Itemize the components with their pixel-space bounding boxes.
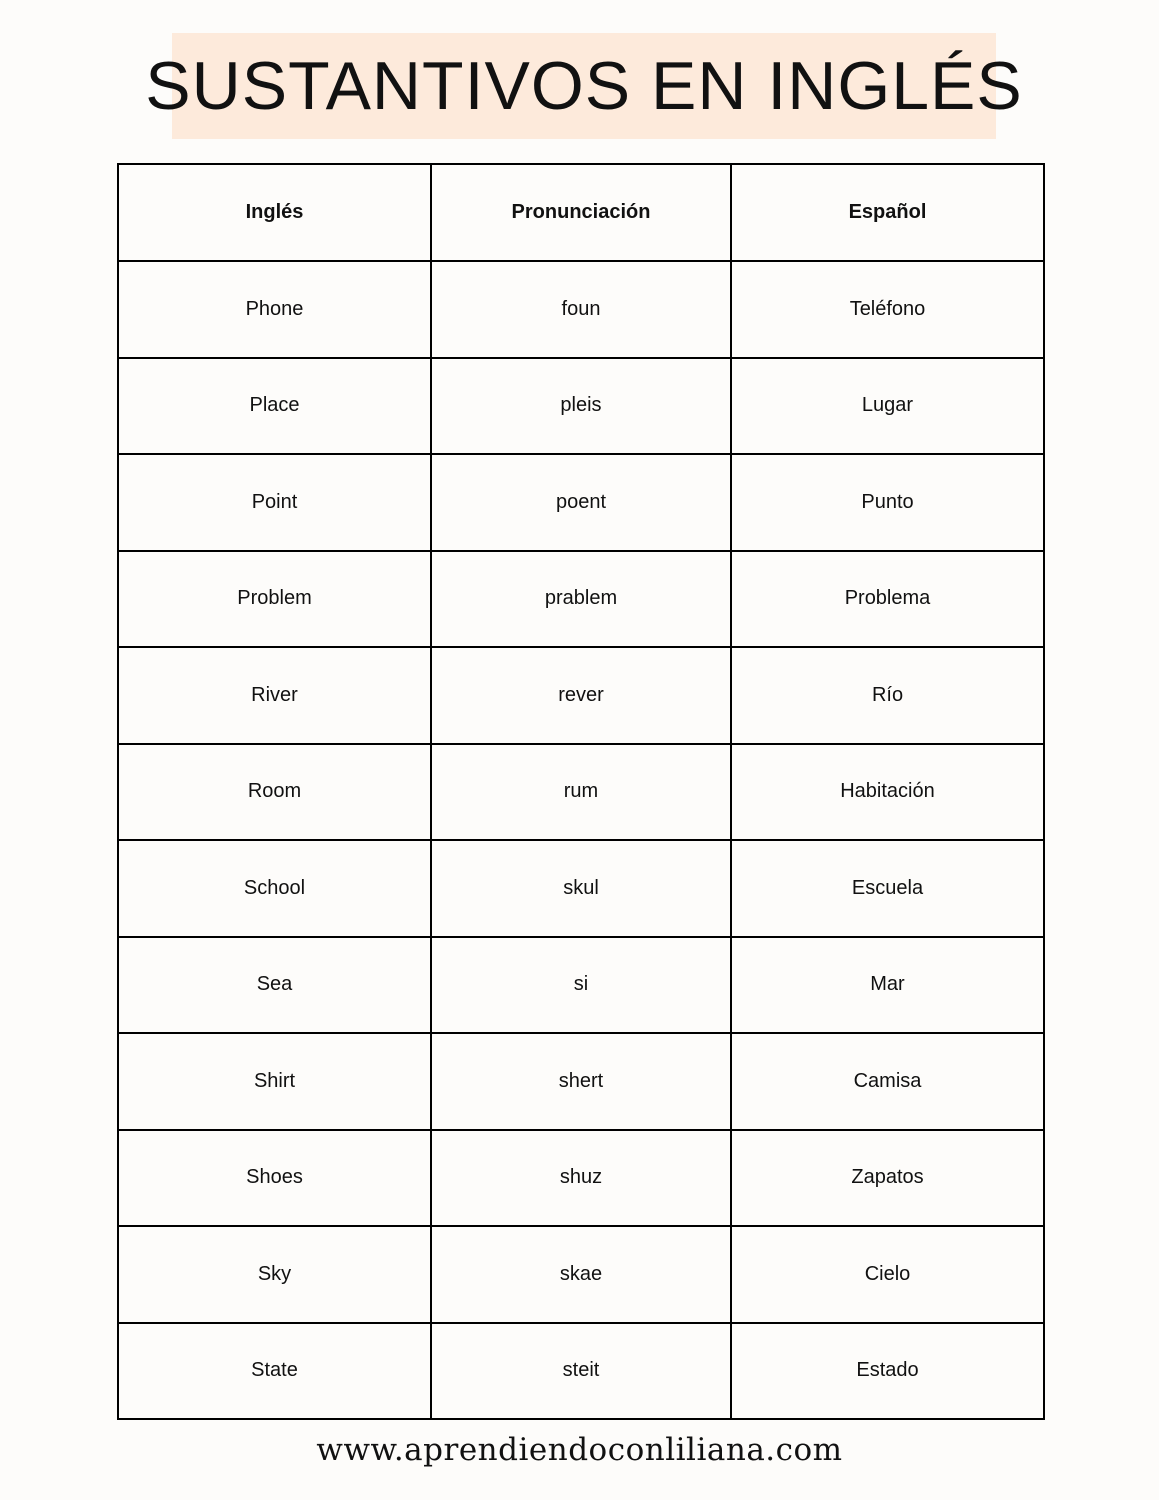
cell-spanish: Estado [731,1323,1044,1420]
cell-pronunciation: foun [431,261,731,358]
cell-pronunciation: skul [431,840,731,937]
cell-spanish: Río [731,647,1044,744]
cell-pronunciation: rum [431,744,731,841]
table-row [118,647,1044,744]
table-row [118,744,1044,841]
cell-english: Phone [118,261,431,358]
cell-pronunciation: poent [431,454,731,551]
cell-spanish: Lugar [731,358,1044,455]
cell-english: Place [118,358,431,455]
cell-spanish: Zapatos [731,1130,1044,1227]
table-row [118,551,1044,648]
cell-english: Shirt [118,1033,431,1130]
cell-spanish: Problema [731,551,1044,648]
table-row [118,1130,1044,1227]
cell-english: School [118,840,431,937]
title-banner [145,33,1023,139]
cell-spanish: Mar [731,937,1044,1034]
cell-pronunciation: skae [431,1226,731,1323]
cell-pronunciation: shuz [431,1130,731,1227]
table-row [118,1323,1044,1420]
cell-spanish: Camisa [731,1033,1044,1130]
cell-spanish: Punto [731,454,1044,551]
table-header [118,164,1044,261]
cell-spanish: Cielo [731,1226,1044,1323]
cell-spanish: Habitación [731,744,1044,841]
cell-pronunciation: rever [431,647,731,744]
table-row [118,840,1044,937]
cell-pronunciation: si [431,937,731,1034]
table-header-row [118,164,1044,261]
cell-spanish: Escuela [731,840,1044,937]
cell-pronunciation: steit [431,1323,731,1420]
table-body [118,261,1044,1419]
table-row [118,1226,1044,1323]
cell-english: Room [118,744,431,841]
table-row [118,261,1044,358]
cell-spanish: Teléfono [731,261,1044,358]
cell-pronunciation: pleis [431,358,731,455]
table-row [118,937,1044,1034]
table-row [118,358,1044,455]
footer-website: www.aprendiendoconliliana.com [316,1432,843,1468]
page-title: SUSTANTIVOS EN INGLÉS [145,48,1023,124]
cell-english: River [118,647,431,744]
table-row [118,1033,1044,1130]
cell-english: Sea [118,937,431,1034]
cell-english: Problem [118,551,431,648]
table-row [118,454,1044,551]
cell-pronunciation: shert [431,1033,731,1130]
cell-english: Shoes [118,1130,431,1227]
cell-english: State [118,1323,431,1420]
cell-pronunciation: prablem [431,551,731,648]
column-header-pronunciation: Pronunciación [431,164,731,261]
cell-english: Point [118,454,431,551]
vocabulary-table [117,163,1045,1420]
cell-english: Sky [118,1226,431,1323]
column-header-spanish: Español [731,164,1044,261]
column-header-english: Inglés [118,164,431,261]
